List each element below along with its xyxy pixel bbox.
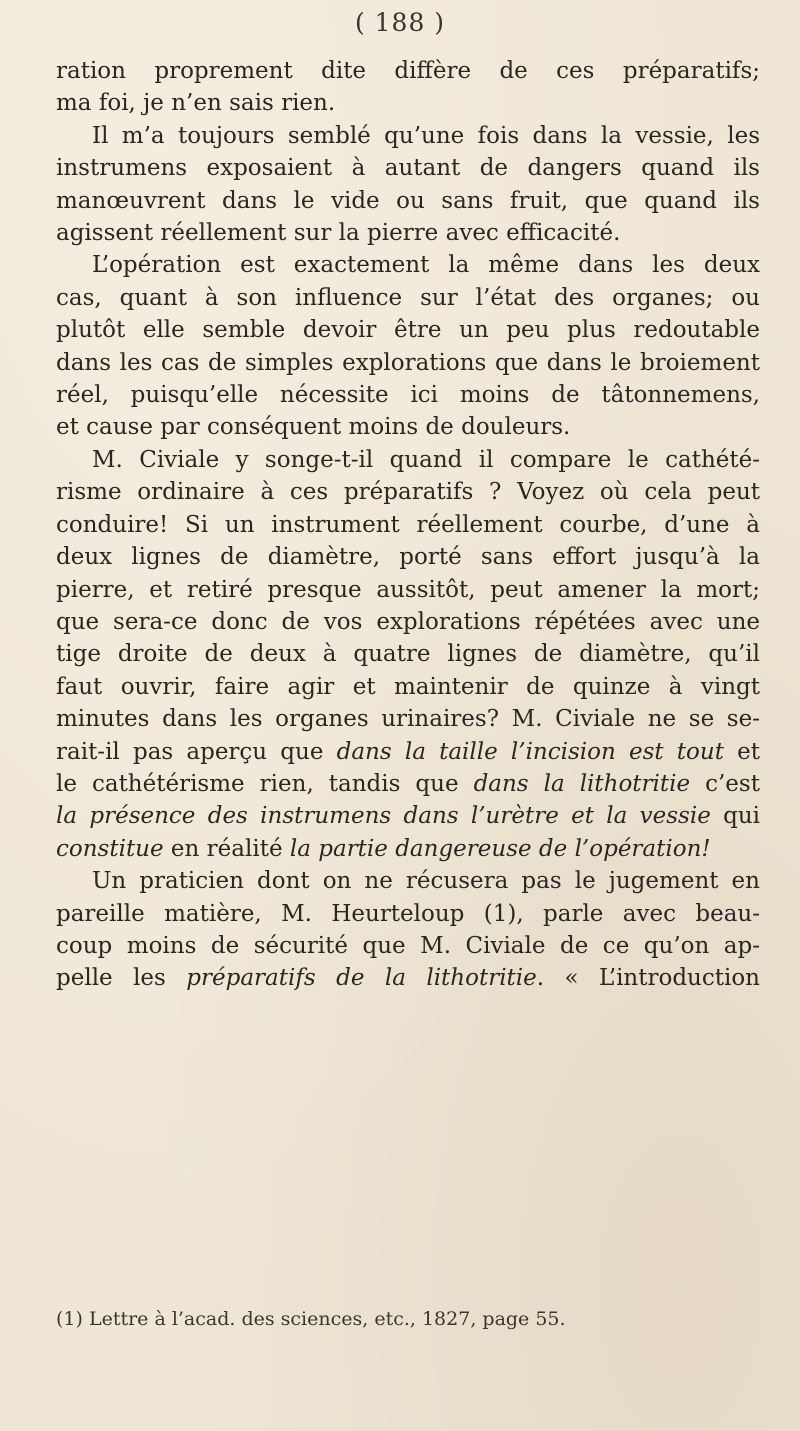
text-line: minutes dans les organes urinaires? M. Civiale ne se se- [56, 706, 760, 733]
text-run: pelle les [56, 965, 187, 992]
text-run: c’est [690, 770, 760, 797]
text-line: coup moins de sécurité que M. Civiale de ce qu’on ap- [56, 932, 760, 959]
text-line: M. Civiale y songe-t-il quand il compare le cathété- [92, 446, 760, 473]
text-run: et [723, 738, 760, 765]
text-line [56, 800, 760, 832]
text-line: réel, puisqu’elle nécessite ici moins de tâtonnemens, [56, 382, 760, 409]
text-line: instrumens exposaient à autant de dangers quand ils [56, 155, 760, 182]
text-line: dans les cas de simples explorations que dans le broiement [56, 349, 760, 376]
text-line: faut ouvrir, faire agir et maintenir de quinze à vingt [56, 673, 760, 700]
text-line: agissent réellement sur la pierre avec efficacité. [56, 220, 621, 247]
text-line: L’opération est exactement la même dans les deux [92, 252, 760, 279]
italic-run: dans la taille l’incision est tout [336, 738, 724, 765]
text-line: manœuvrent dans le vide ou sans fruit, que quand ils [56, 187, 760, 214]
text-line: Il m’a toujours semblé qu’une fois dans la vessie, les [92, 122, 760, 149]
text-line: cas, quant à son influence sur l’état des organes; ou [56, 284, 760, 311]
page-number: ( 188 ) [354, 8, 446, 37]
text-line: deux lignes de diamètre, porté sans effort jusqu’à la [56, 544, 760, 571]
text-line [56, 833, 760, 865]
text-run: rait-il pas aperçu que [56, 738, 337, 765]
text-line: et cause par conséquent moins de douleurs. [56, 414, 571, 441]
text-run: en réalité [163, 835, 290, 862]
italic-run: la partie dangereuse de l’opération! [289, 835, 711, 862]
text-line [56, 736, 760, 768]
italic-run: constitue [56, 835, 164, 862]
italic-run: préparatifs de la lithotritie [186, 965, 537, 992]
italic-run: la présence des instrumens dans l’urètre et la vessie [56, 803, 711, 830]
text-line: Un praticien dont on ne récusera pas le jugement en [92, 868, 760, 895]
text-run: qui [710, 803, 760, 830]
text-line: ma foi, je n’en sais rien. [56, 90, 336, 117]
text-line [56, 768, 760, 800]
text-line: risme ordinaire à ces préparatifs ? Voyez où cela peut [56, 479, 760, 506]
text-line: tige droite de deux à quatre lignes de diamètre, qu’il [56, 641, 760, 668]
text-run: le cathétérisme rien, tandis que [56, 770, 474, 797]
text-line: plutôt elle semble devoir être un peu plus redoutable [56, 317, 760, 344]
text-line: ration proprement dite diffère de ces préparatifs; [56, 58, 760, 84]
text-line: pierre, et retiré presque aussitôt, peut amener la mort; [56, 576, 760, 603]
text-line: conduire! Si un instrument réellement courbe, d’une à [56, 511, 760, 538]
text-line: pareille matière, M. Heurteloup (1), parle avec beau- [56, 900, 760, 927]
italic-run: dans la lithotritie [473, 770, 691, 797]
text-line: que sera-ce donc de vos explorations répétées avec une [56, 608, 760, 635]
footnote: (1) Lettre à l’acad. des sciences, etc., 1827, page 55. [56, 1308, 566, 1330]
text-line [56, 962, 760, 994]
text-run: . « L’introduction [536, 965, 760, 992]
body-text [56, 55, 760, 995]
